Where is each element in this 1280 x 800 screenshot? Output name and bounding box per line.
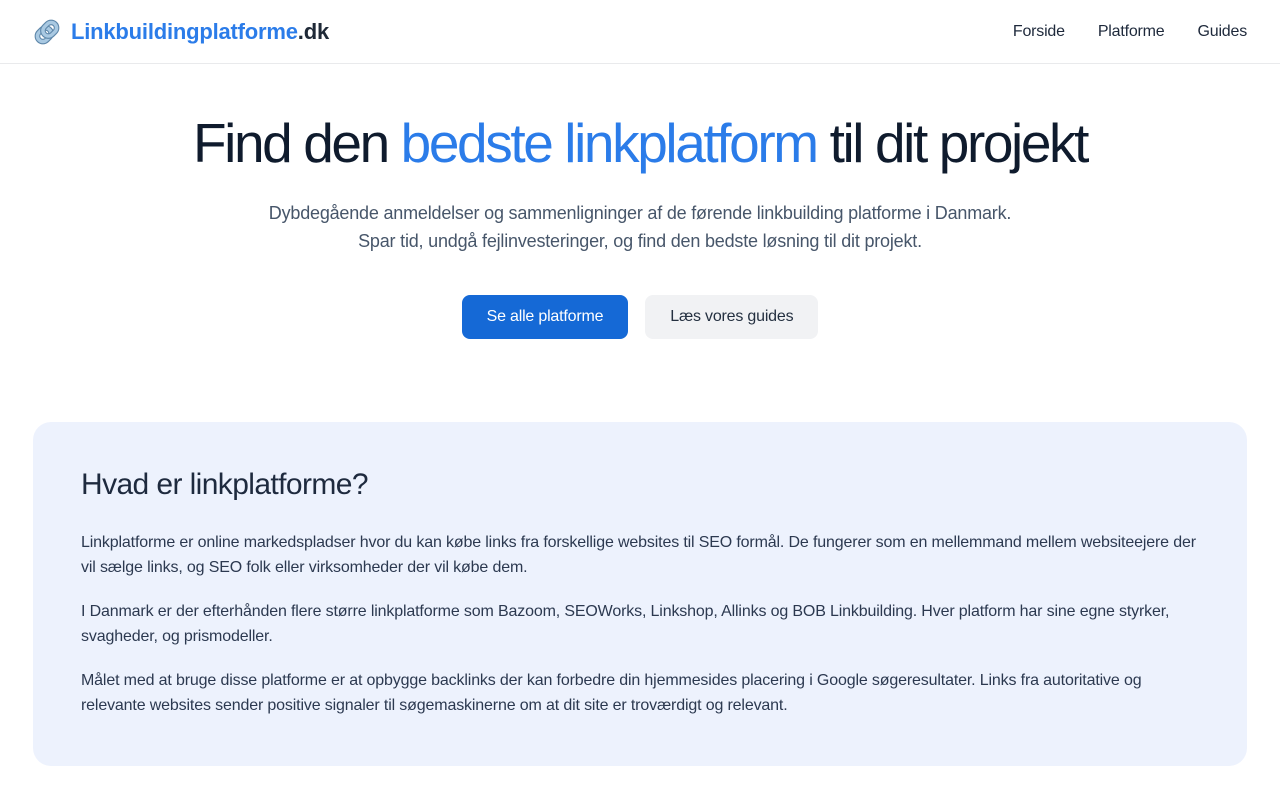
read-guides-button[interactable]: Læs vores guides	[645, 295, 818, 339]
brand-name-main: Linkbuildingplatforme	[71, 18, 298, 44]
nav-item-platforme[interactable]: Platforme	[1097, 22, 1165, 40]
about-heading: Hvad er linkplatforme?	[81, 468, 368, 501]
page-title-post: til dit projekt	[816, 112, 1088, 174]
about-paragraph-1: Linkplatforme er online markedspladser hvor du kan købe links fra forskellige websites til SEO formål. De fungerer som en mellemmand mellem websiteejere der vil sælge links, og SEO folk eller virksomheder der vil købe dem.	[81, 534, 1196, 576]
see-all-platforms-button[interactable]: Se alle platforme	[462, 295, 629, 339]
about-linkplatforms-card	[33, 422, 1247, 766]
about-paragraph-3: Målet med at bruge disse platforme er at opbygge backlinks der kan forbedre din hjemmesides placering i Google søgeresultater. Links fra autoritative og relevante websites sender positive signaler til søgemaskinerne om at dit site er troværdigt og relevant.	[81, 672, 1142, 714]
brand-name-tld: .dk	[297, 18, 329, 44]
brand-logo-link[interactable]	[33, 18, 329, 46]
brand-name	[71, 19, 329, 45]
nav-item-guides[interactable]: Guides	[1197, 22, 1247, 40]
about-paragraph-2: I Danmark er der efterhånden flere større linkplatforme som Bazoom, SEOWorks, Linkshop, Allinks og BOB Linkbuilding. Hver platform har sine egne styrker, svagheder, og prismodeller.	[81, 603, 1170, 645]
page-title	[0, 110, 1280, 176]
main-content	[0, 64, 1280, 766]
site-header	[0, 0, 1280, 64]
page-title-highlight: bedste linkplatform	[400, 112, 817, 174]
hero-cta-row	[0, 295, 1280, 339]
main-nav	[1013, 23, 1247, 41]
chain-link-icon	[33, 18, 61, 46]
hero-subtitle: Dybdegående anmeldelser og sammenligninger af de førende linkbuilding platforme i Danmark. Spar tid, undgå fejlinvesteringer, og find den bedste løsning til dit projekt.	[268, 203, 1012, 251]
hero-section	[0, 64, 1280, 339]
page-title-pre: Find den	[192, 112, 401, 174]
nav-item-forside[interactable]: Forside	[1012, 22, 1065, 40]
